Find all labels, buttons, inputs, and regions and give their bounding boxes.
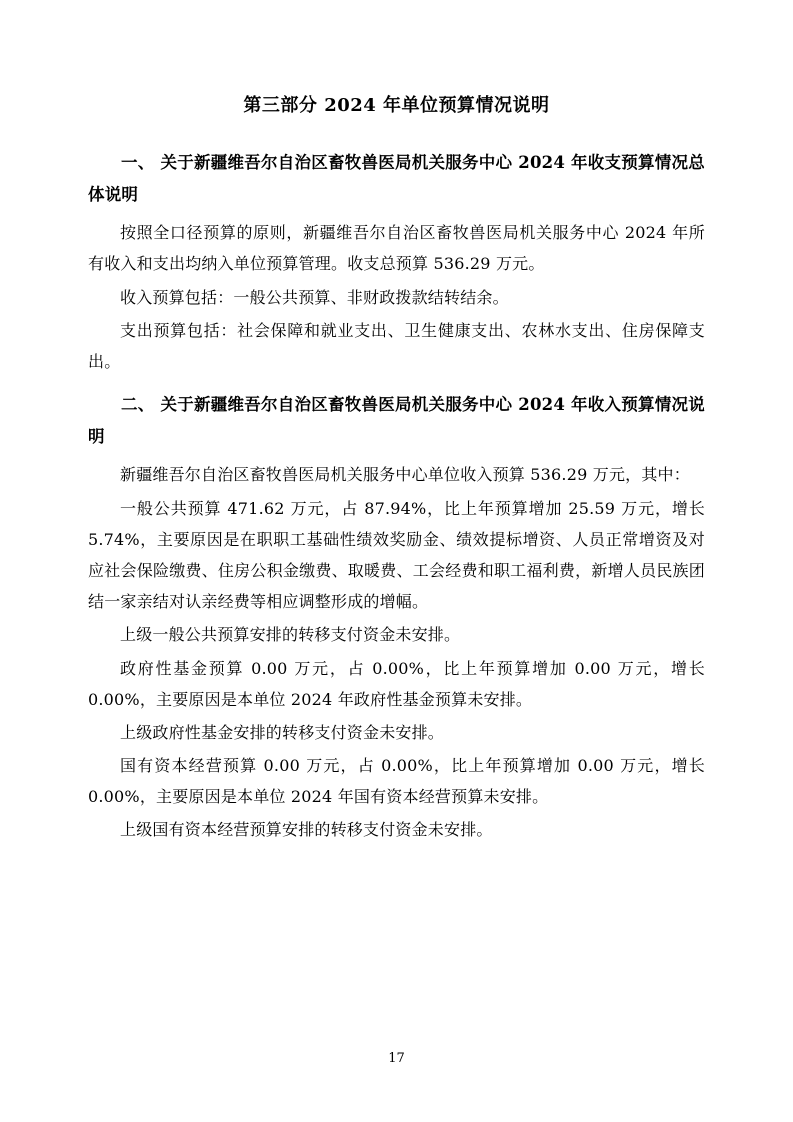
section-1	[88, 147, 705, 377]
section-2-paragraph-2: 一般公共预算 471.62 万元，占 87.94%，比上年预算增加 25.59 万元，增长 5.74%，主要原因是在职职工基础性绩效奖励金、绩效提标增资、人员正常增资及对应社会保险缴费、住房公积金缴费、取暖费、工会经费和职工福利费，新增人员民族团结一家亲结对认亲经费等相应调整形成的增幅。	[88, 498, 705, 612]
section-2-paragraph-7: 上级国有资本经营预算安排的转移支付资金未安排。	[120, 820, 493, 840]
section-1-heading: 一、 关于新疆维吾尔自治区畜牧兽医局机关服务中心 2024 年收支预算情况总体说明	[88, 152, 705, 204]
section-2	[88, 389, 705, 846]
section-2-paragraph-4: 政府性基金预算 0.00 万元，占 0.00%，比上年预算增加 0.00 万元，增长 0.00%，主要原因是本单位 2024 年政府性基金预算未安排。	[88, 658, 705, 709]
section-2-paragraph-3: 上级一般公共预算安排的转移支付资金未安排。	[120, 625, 461, 645]
section-2-paragraph-6: 国有资本经营预算 0.00 万元，占 0.00%，比上年预算增加 0.00 万元，增长 0.00%，主要原因是本单位 2024 年国有资本经营预算未安排。	[88, 756, 705, 807]
section-2-paragraph-5: 上级政府性基金安排的转移支付资金未安排。	[120, 722, 445, 742]
section-1-paragraph-2: 收入预算包括：一般公共预算、非财政拨款结转结余。	[120, 287, 509, 307]
page-title: 第三部分 2024 年单位预算情况说明	[243, 95, 550, 116]
page-number: 17	[388, 1051, 405, 1066]
section-1-paragraph-1: 按照全口径预算的原则，新疆维吾尔自治区畜牧兽医局机关服务中心 2024 年所有收入和支出均纳入单位预算管理。收支总预算 536.29 万元。	[88, 223, 705, 274]
section-2-paragraph-1: 新疆维吾尔自治区畜牧兽医局机关服务中心单位收入预算 536.29 万元，其中：	[120, 465, 690, 485]
section-2-heading: 二、 关于新疆维吾尔自治区畜牧兽医局机关服务中心 2024 年收入预算情况说明	[88, 395, 705, 447]
section-1-paragraph-3: 支出预算包括：社会保障和就业支出、卫生健康支出、农林水支出、住房保障支出。	[88, 320, 705, 371]
